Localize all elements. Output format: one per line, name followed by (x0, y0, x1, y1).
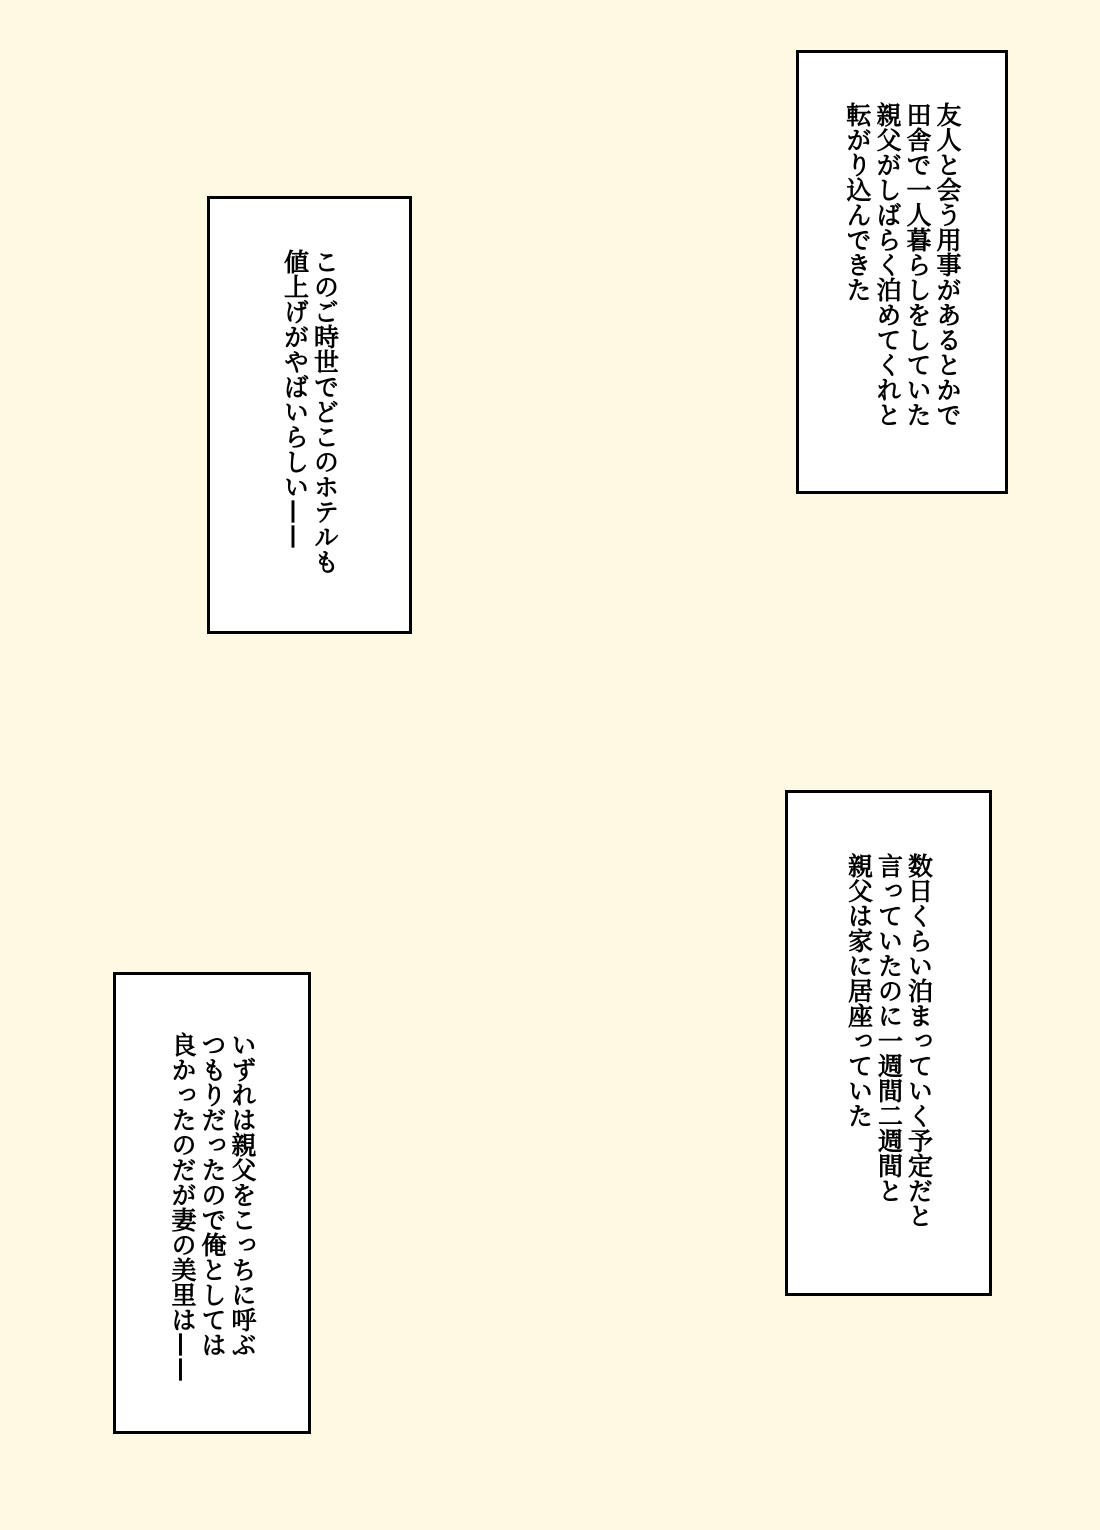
narration-line: このご時世でどこのホテルも (310, 249, 340, 574)
narration-line: 友人と会う用事があるとかで (933, 102, 962, 427)
narration-panel-top-right (796, 50, 1008, 494)
narration-text-block (842, 53, 962, 491)
narration-line: 数日くらい泊まっていく予定だと (904, 853, 934, 1228)
narration-panel-bottom-left (113, 972, 311, 1434)
narration-panel-upper-left (207, 196, 412, 634)
narration-text-block (280, 199, 340, 631)
narration-line: いずれは親父をこっちに呼ぶ (228, 1032, 257, 1357)
narration-line: 転がり込んできた (843, 102, 872, 302)
narration-text-block (167, 975, 257, 1431)
narration-text-block (844, 793, 934, 1293)
narration-line: つもりだったので俺としては (198, 1032, 227, 1357)
narration-line: 良かったのだが妻の美里は—— (168, 1032, 197, 1382)
narration-line: 田舎で一人暮らしをしていた (903, 102, 932, 427)
narration-panel-lower-right (785, 790, 992, 1296)
narration-line: 値上げがやばいらしい—— (280, 249, 310, 549)
narration-line: 親父がしばらく泊めてくれと (873, 102, 902, 427)
narration-line: 親父は家に居座っていた (844, 853, 874, 1128)
narration-line: 言っていたのに一週間二週間と (874, 853, 904, 1203)
